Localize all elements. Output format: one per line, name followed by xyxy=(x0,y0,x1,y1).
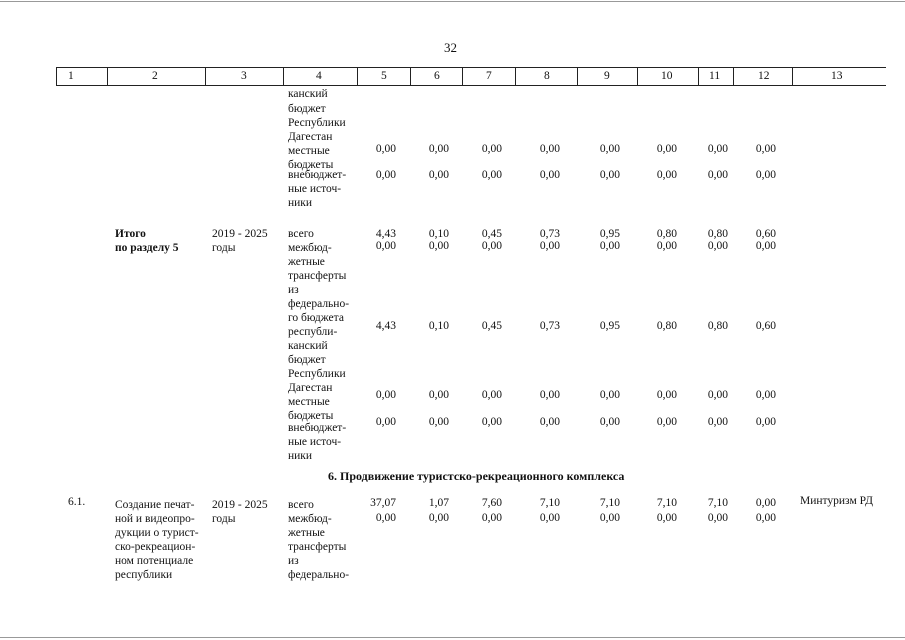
value-cell: 0,00 xyxy=(375,240,396,252)
source-label: местные xyxy=(288,396,330,408)
value-cell: 1,07 xyxy=(428,497,449,509)
header-divider xyxy=(205,67,206,86)
value-cell: 0,95 xyxy=(599,320,620,332)
header-divider xyxy=(107,67,108,86)
value-cell: 0,73 xyxy=(539,228,560,240)
header-divider xyxy=(283,67,284,86)
source-label: ные источ- xyxy=(288,183,342,195)
value-cell: 0,80 xyxy=(707,320,728,332)
total-title: по разделу 5 xyxy=(115,242,179,254)
header-divider xyxy=(733,67,734,86)
value-cell: 0,00 xyxy=(428,143,449,155)
source-label: Дагестан xyxy=(288,131,333,143)
source-label: трансферты xyxy=(288,270,347,282)
value-cell: 0,10 xyxy=(428,228,449,240)
source-label: республи- xyxy=(288,326,338,338)
col-header: 3 xyxy=(241,70,247,82)
value-cell: 0,00 xyxy=(755,169,776,181)
value-cell: 0,00 xyxy=(656,512,677,524)
header-divider xyxy=(410,67,411,86)
source-label: Республики xyxy=(288,117,346,129)
col-header: 10 xyxy=(661,70,673,82)
source-label: всего xyxy=(288,499,314,511)
item-name-line: Создание печат- xyxy=(115,499,195,511)
col-header: 12 xyxy=(758,70,770,82)
col-header: 7 xyxy=(486,70,492,82)
item-name-line: ной и видеопро- xyxy=(115,513,195,525)
value-cell: 0,00 xyxy=(375,169,396,181)
col-header: 2 xyxy=(152,70,158,82)
value-cell: 0,00 xyxy=(599,143,620,155)
value-cell: 0,00 xyxy=(428,416,449,428)
col-header: 6 xyxy=(434,70,440,82)
col-header: 1 xyxy=(68,70,74,82)
value-cell: 0,00 xyxy=(707,512,728,524)
value-cell: 0,45 xyxy=(481,320,502,332)
value-cell: 0,00 xyxy=(599,416,620,428)
value-cell: 0,00 xyxy=(599,389,620,401)
source-label: бюджет xyxy=(288,103,326,115)
source-label: внебюджет- xyxy=(288,422,347,434)
value-cell: 0,00 xyxy=(599,512,620,524)
value-cell: 0,00 xyxy=(375,416,396,428)
value-cell: 0,00 xyxy=(481,512,502,524)
value-cell: 7,10 xyxy=(599,497,620,509)
source-label: всего xyxy=(288,228,314,240)
value-cell: 0,00 xyxy=(539,169,560,181)
value-cell: 0,00 xyxy=(656,169,677,181)
source-label: бюджет xyxy=(288,354,326,366)
col-header: 5 xyxy=(381,70,387,82)
source-label: внебюджет- xyxy=(288,169,347,181)
source-label: бюджеты xyxy=(288,410,334,422)
header-divider xyxy=(462,67,463,86)
value-cell: 7,60 xyxy=(481,497,502,509)
value-cell: 0,00 xyxy=(375,143,396,155)
value-cell: 0,00 xyxy=(375,512,396,524)
source-label: федерально- xyxy=(288,569,350,581)
section-heading: 6. Продвижение туристско-рекреационного комплекса xyxy=(328,469,625,483)
col-header: 9 xyxy=(604,70,610,82)
value-cell: 0,73 xyxy=(539,320,560,332)
value-cell: 0,00 xyxy=(375,389,396,401)
value-cell: 0,00 xyxy=(481,416,502,428)
value-cell: 37,07 xyxy=(370,497,396,509)
value-cell: 0,00 xyxy=(707,389,728,401)
value-cell: 0,00 xyxy=(755,512,776,524)
source-label: из xyxy=(288,555,299,567)
col-header: 8 xyxy=(544,70,550,82)
value-cell: 0,45 xyxy=(481,228,502,240)
item-name-line: ско-рекреацион- xyxy=(115,541,196,553)
item-name-line: дукции о турист- xyxy=(115,527,199,539)
value-cell: 0,00 xyxy=(481,143,502,155)
header-divider xyxy=(637,67,638,86)
source-label: федерально- xyxy=(288,298,350,310)
value-cell: 0,00 xyxy=(656,240,677,252)
source-label: Республики xyxy=(288,368,346,380)
value-cell: 0,00 xyxy=(539,416,560,428)
source-label: го бюджета xyxy=(288,312,344,324)
value-cell: 0,80 xyxy=(656,320,677,332)
value-cell: 0,10 xyxy=(428,320,449,332)
value-cell: 0,00 xyxy=(599,169,620,181)
value-cell: 0,00 xyxy=(481,389,502,401)
source-label: ные источ- xyxy=(288,436,342,448)
value-cell: 4,43 xyxy=(375,320,396,332)
source-label: межбюд- xyxy=(288,242,332,254)
header-divider xyxy=(515,67,516,86)
source-label: бюджеты xyxy=(288,159,334,171)
source-label: жетные xyxy=(288,256,325,268)
source-label: Дагестан xyxy=(288,382,333,394)
value-cell: 0,00 xyxy=(539,389,560,401)
value-cell: 0,00 xyxy=(755,240,776,252)
source-label: межбюд- xyxy=(288,513,332,525)
value-cell: 0,00 xyxy=(428,240,449,252)
period: годы xyxy=(212,513,236,525)
period: 2019 - 2025 xyxy=(212,499,268,511)
value-cell: 0,00 xyxy=(656,143,677,155)
value-cell: 4,43 xyxy=(375,228,396,240)
header-divider xyxy=(698,67,699,86)
source-label: местные xyxy=(288,145,330,157)
col-header: 13 xyxy=(831,70,843,82)
source-label: ники xyxy=(288,450,313,462)
header-divider xyxy=(577,67,578,86)
source-label: жетные xyxy=(288,527,325,539)
value-cell: 0,60 xyxy=(755,320,776,332)
value-cell: 0,00 xyxy=(755,416,776,428)
value-cell: 0,00 xyxy=(599,240,620,252)
value-cell: 0,80 xyxy=(656,228,677,240)
value-cell: 0,00 xyxy=(481,169,502,181)
value-cell: 0,00 xyxy=(656,416,677,428)
scan-artifact-bottom xyxy=(0,637,905,638)
value-cell: 0,00 xyxy=(428,169,449,181)
value-cell: 0,00 xyxy=(755,497,776,509)
value-cell: 7,10 xyxy=(656,497,677,509)
source-label: из xyxy=(288,284,299,296)
value-cell: 0,00 xyxy=(707,143,728,155)
value-cell: 0,00 xyxy=(539,240,560,252)
value-cell: 0,00 xyxy=(755,143,776,155)
executor: Минтуризм РД xyxy=(800,495,873,507)
source-label: канский xyxy=(288,88,328,100)
item-number: 6.1. xyxy=(68,496,86,508)
value-cell: 0,00 xyxy=(707,240,728,252)
value-cell: 0,00 xyxy=(755,389,776,401)
scan-artifact-top xyxy=(0,1,905,2)
period: 2019 - 2025 xyxy=(212,228,268,240)
value-cell: 0,00 xyxy=(707,169,728,181)
value-cell: 0,00 xyxy=(656,389,677,401)
value-cell: 0,95 xyxy=(599,228,620,240)
source-label: канский xyxy=(288,340,328,352)
source-label: ники xyxy=(288,197,313,209)
value-cell: 0,60 xyxy=(755,228,776,240)
col-header: 11 xyxy=(709,70,721,82)
value-cell: 7,10 xyxy=(539,497,560,509)
page-number: 32 xyxy=(444,40,457,55)
value-cell: 0,00 xyxy=(428,512,449,524)
source-label: трансферты xyxy=(288,541,347,553)
header-top-border xyxy=(56,67,886,68)
value-cell: 0,00 xyxy=(428,389,449,401)
value-cell: 0,00 xyxy=(481,240,502,252)
value-cell: 0,00 xyxy=(707,416,728,428)
header-bottom-border xyxy=(56,85,886,86)
header-divider xyxy=(357,67,358,86)
header-border-left xyxy=(56,67,57,86)
header-divider xyxy=(792,67,793,86)
value-cell: 0,00 xyxy=(539,512,560,524)
total-title: Итого xyxy=(115,228,146,240)
value-cell: 0,00 xyxy=(539,143,560,155)
period: годы xyxy=(212,242,236,254)
value-cell: 7,10 xyxy=(707,497,728,509)
col-header: 4 xyxy=(316,70,322,82)
item-name-line: республики xyxy=(115,569,173,581)
item-name-line: ном потенциале xyxy=(115,555,194,567)
value-cell: 0,80 xyxy=(707,228,728,240)
